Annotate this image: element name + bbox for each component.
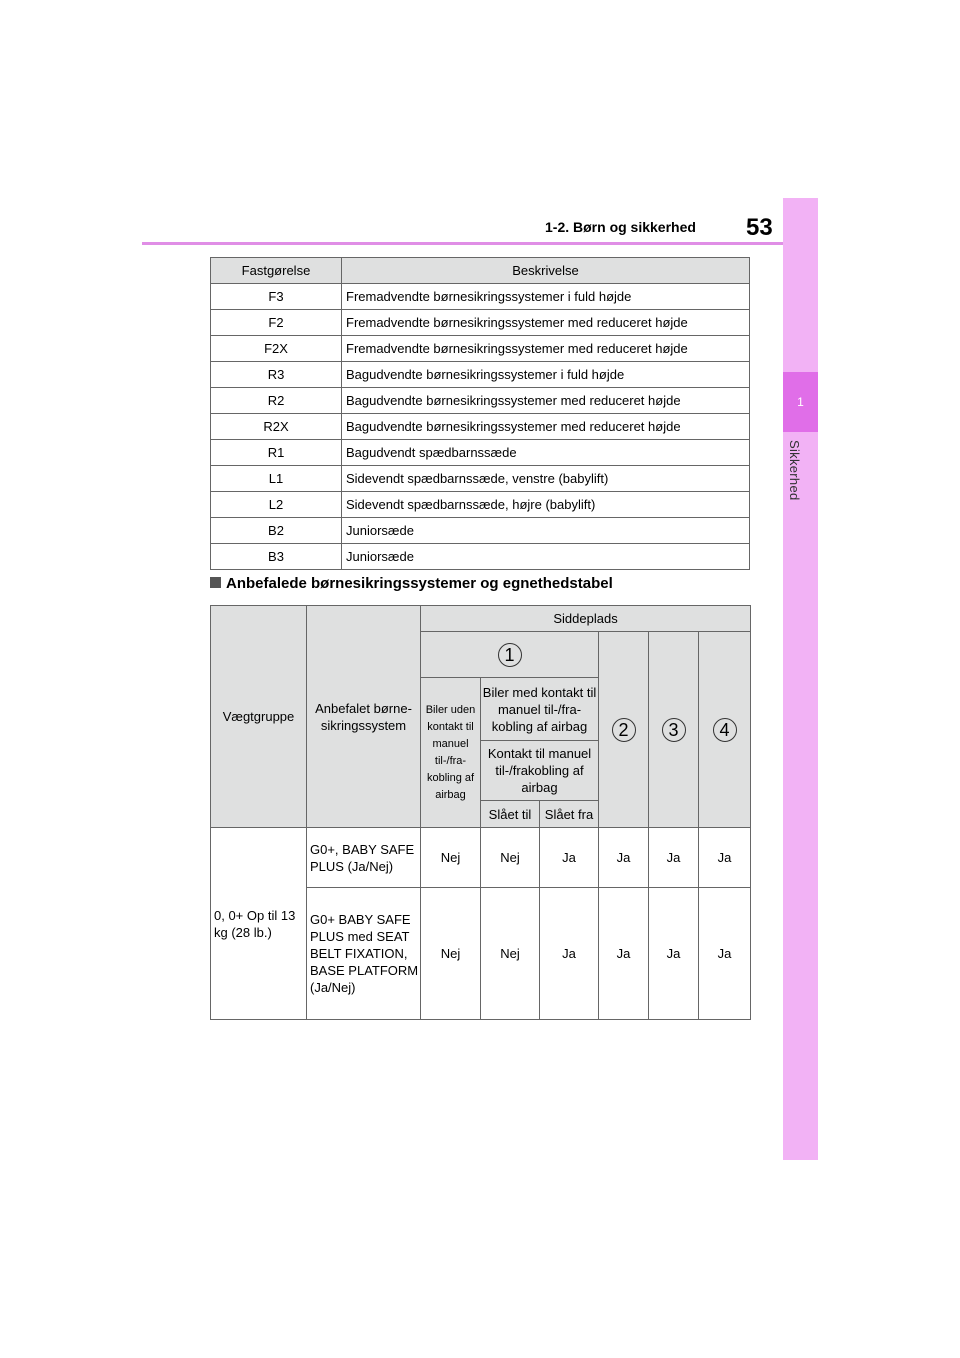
chapter-number: 1 bbox=[797, 395, 804, 409]
seat-number-3-icon: 3 bbox=[662, 718, 686, 742]
attachment-code-cell: F3 bbox=[211, 284, 342, 310]
table-row bbox=[211, 518, 750, 544]
col-header-system: Anbefalet børne-sikringssystem bbox=[307, 606, 421, 828]
col-header-seat-position: Siddeplads bbox=[421, 606, 751, 632]
seat-4-header bbox=[699, 632, 751, 828]
value-cell: Nej bbox=[421, 888, 481, 1020]
attachment-code-cell: L2 bbox=[211, 492, 342, 518]
seat-number-1-icon: 1 bbox=[498, 643, 522, 667]
value-cell: Ja bbox=[599, 828, 649, 888]
table-row bbox=[211, 388, 750, 414]
switch-off-header: Slået fra bbox=[540, 801, 599, 828]
seat-1-no-switch-header: Biler uden kontakt til manuel til-/fra-kobling af airbag bbox=[421, 678, 481, 828]
header-divider bbox=[142, 242, 784, 245]
value-cell: Nej bbox=[481, 828, 540, 888]
attachment-code-cell: R2X bbox=[211, 414, 342, 440]
attachment-code-cell: B2 bbox=[211, 518, 342, 544]
page-number: 53 bbox=[746, 214, 773, 241]
description-cell: Sidevendt spædbarnssæde, venstre (babylift) bbox=[342, 466, 750, 492]
description-cell: Fremadvendte børnesikringssystemer med reduceret højde bbox=[342, 336, 750, 362]
system-cell: G0+ BABY SAFE PLUS med SEAT BELT FIXATION, BASE PLATFORM (Ja/Nej) bbox=[307, 888, 421, 1020]
chapter-label: Sikkerhed bbox=[787, 440, 802, 501]
col-header-attachment: Fastgørelse bbox=[211, 258, 342, 284]
description-cell: Fremadvendte børnesikringssystemer i fuld højde bbox=[342, 284, 750, 310]
attachment-code-cell: L1 bbox=[211, 466, 342, 492]
description-cell: Juniorsæde bbox=[342, 544, 750, 570]
value-cell: Ja bbox=[699, 888, 751, 1020]
bullet-square-icon bbox=[210, 577, 221, 588]
attachment-table-body bbox=[211, 284, 750, 570]
value-cell: Ja bbox=[599, 888, 649, 1020]
suitability-table bbox=[210, 605, 751, 1020]
value-cell: Ja bbox=[649, 828, 699, 888]
table-row bbox=[211, 336, 750, 362]
value-cell: Ja bbox=[540, 828, 599, 888]
attachment-table bbox=[210, 257, 750, 570]
seat-1-with-switch-header: Biler med kontakt til manuel til-/fra-kobling af airbag bbox=[481, 678, 599, 741]
description-cell: Sidevendt spædbarnssæde, højre (babylift) bbox=[342, 492, 750, 518]
description-cell: Bagudvendte børnesikringssystemer med reduceret højde bbox=[342, 388, 750, 414]
table-row bbox=[211, 544, 750, 570]
attachment-code-cell: B3 bbox=[211, 544, 342, 570]
value-cell: Ja bbox=[540, 888, 599, 1020]
system-cell: G0+, BABY SAFE PLUS (Ja/Nej) bbox=[307, 828, 421, 888]
seat-1-header bbox=[421, 632, 599, 678]
description-cell: Bagudvendte børnesikringssystemer i fuld højde bbox=[342, 362, 750, 388]
section-title: 1-2. Børn og sikkerhed bbox=[545, 219, 696, 235]
seat-number-4-icon: 4 bbox=[713, 718, 737, 742]
attachment-code-cell: F2 bbox=[211, 310, 342, 336]
value-cell: Ja bbox=[699, 828, 751, 888]
table-row bbox=[211, 492, 750, 518]
description-cell: Juniorsæde bbox=[342, 518, 750, 544]
description-cell: Fremadvendte børnesikringssystemer med reduceret højde bbox=[342, 310, 750, 336]
seat-3-header bbox=[649, 632, 699, 828]
table-row bbox=[211, 414, 750, 440]
description-cell: Bagudvendt spædbarnssæde bbox=[342, 440, 750, 466]
value-cell: Nej bbox=[481, 888, 540, 1020]
table-row bbox=[211, 284, 750, 310]
table-row bbox=[211, 466, 750, 492]
chapter-tab bbox=[783, 372, 818, 432]
value-cell: Ja bbox=[649, 888, 699, 1020]
airbag-switch-header: Kontakt til manuel til-/frakobling af airbag bbox=[481, 741, 599, 801]
table-row bbox=[211, 362, 750, 388]
side-tab-bar bbox=[783, 198, 818, 1160]
description-cell: Bagudvendte børnesikringssystemer med reduceret højde bbox=[342, 414, 750, 440]
attachment-code-cell: R3 bbox=[211, 362, 342, 388]
section-heading-text: Anbefalede børnesikringssystemer og egnethedstabel bbox=[226, 575, 613, 592]
switch-on-header: Slået til bbox=[481, 801, 540, 828]
weight-group-cell: 0, 0+ Op til 13 kg (28 lb.) bbox=[211, 828, 307, 1020]
section-heading bbox=[210, 575, 613, 592]
seat-2-header bbox=[599, 632, 649, 828]
value-cell: Nej bbox=[421, 828, 481, 888]
col-header-description: Beskrivelse bbox=[342, 258, 750, 284]
attachment-code-cell: F2X bbox=[211, 336, 342, 362]
col-header-weight-group: Vægtgruppe bbox=[211, 606, 307, 828]
seat-number-2-icon: 2 bbox=[612, 718, 636, 742]
attachment-code-cell: R1 bbox=[211, 440, 342, 466]
table-row bbox=[211, 310, 750, 336]
table-row bbox=[211, 440, 750, 466]
attachment-code-cell: R2 bbox=[211, 388, 342, 414]
